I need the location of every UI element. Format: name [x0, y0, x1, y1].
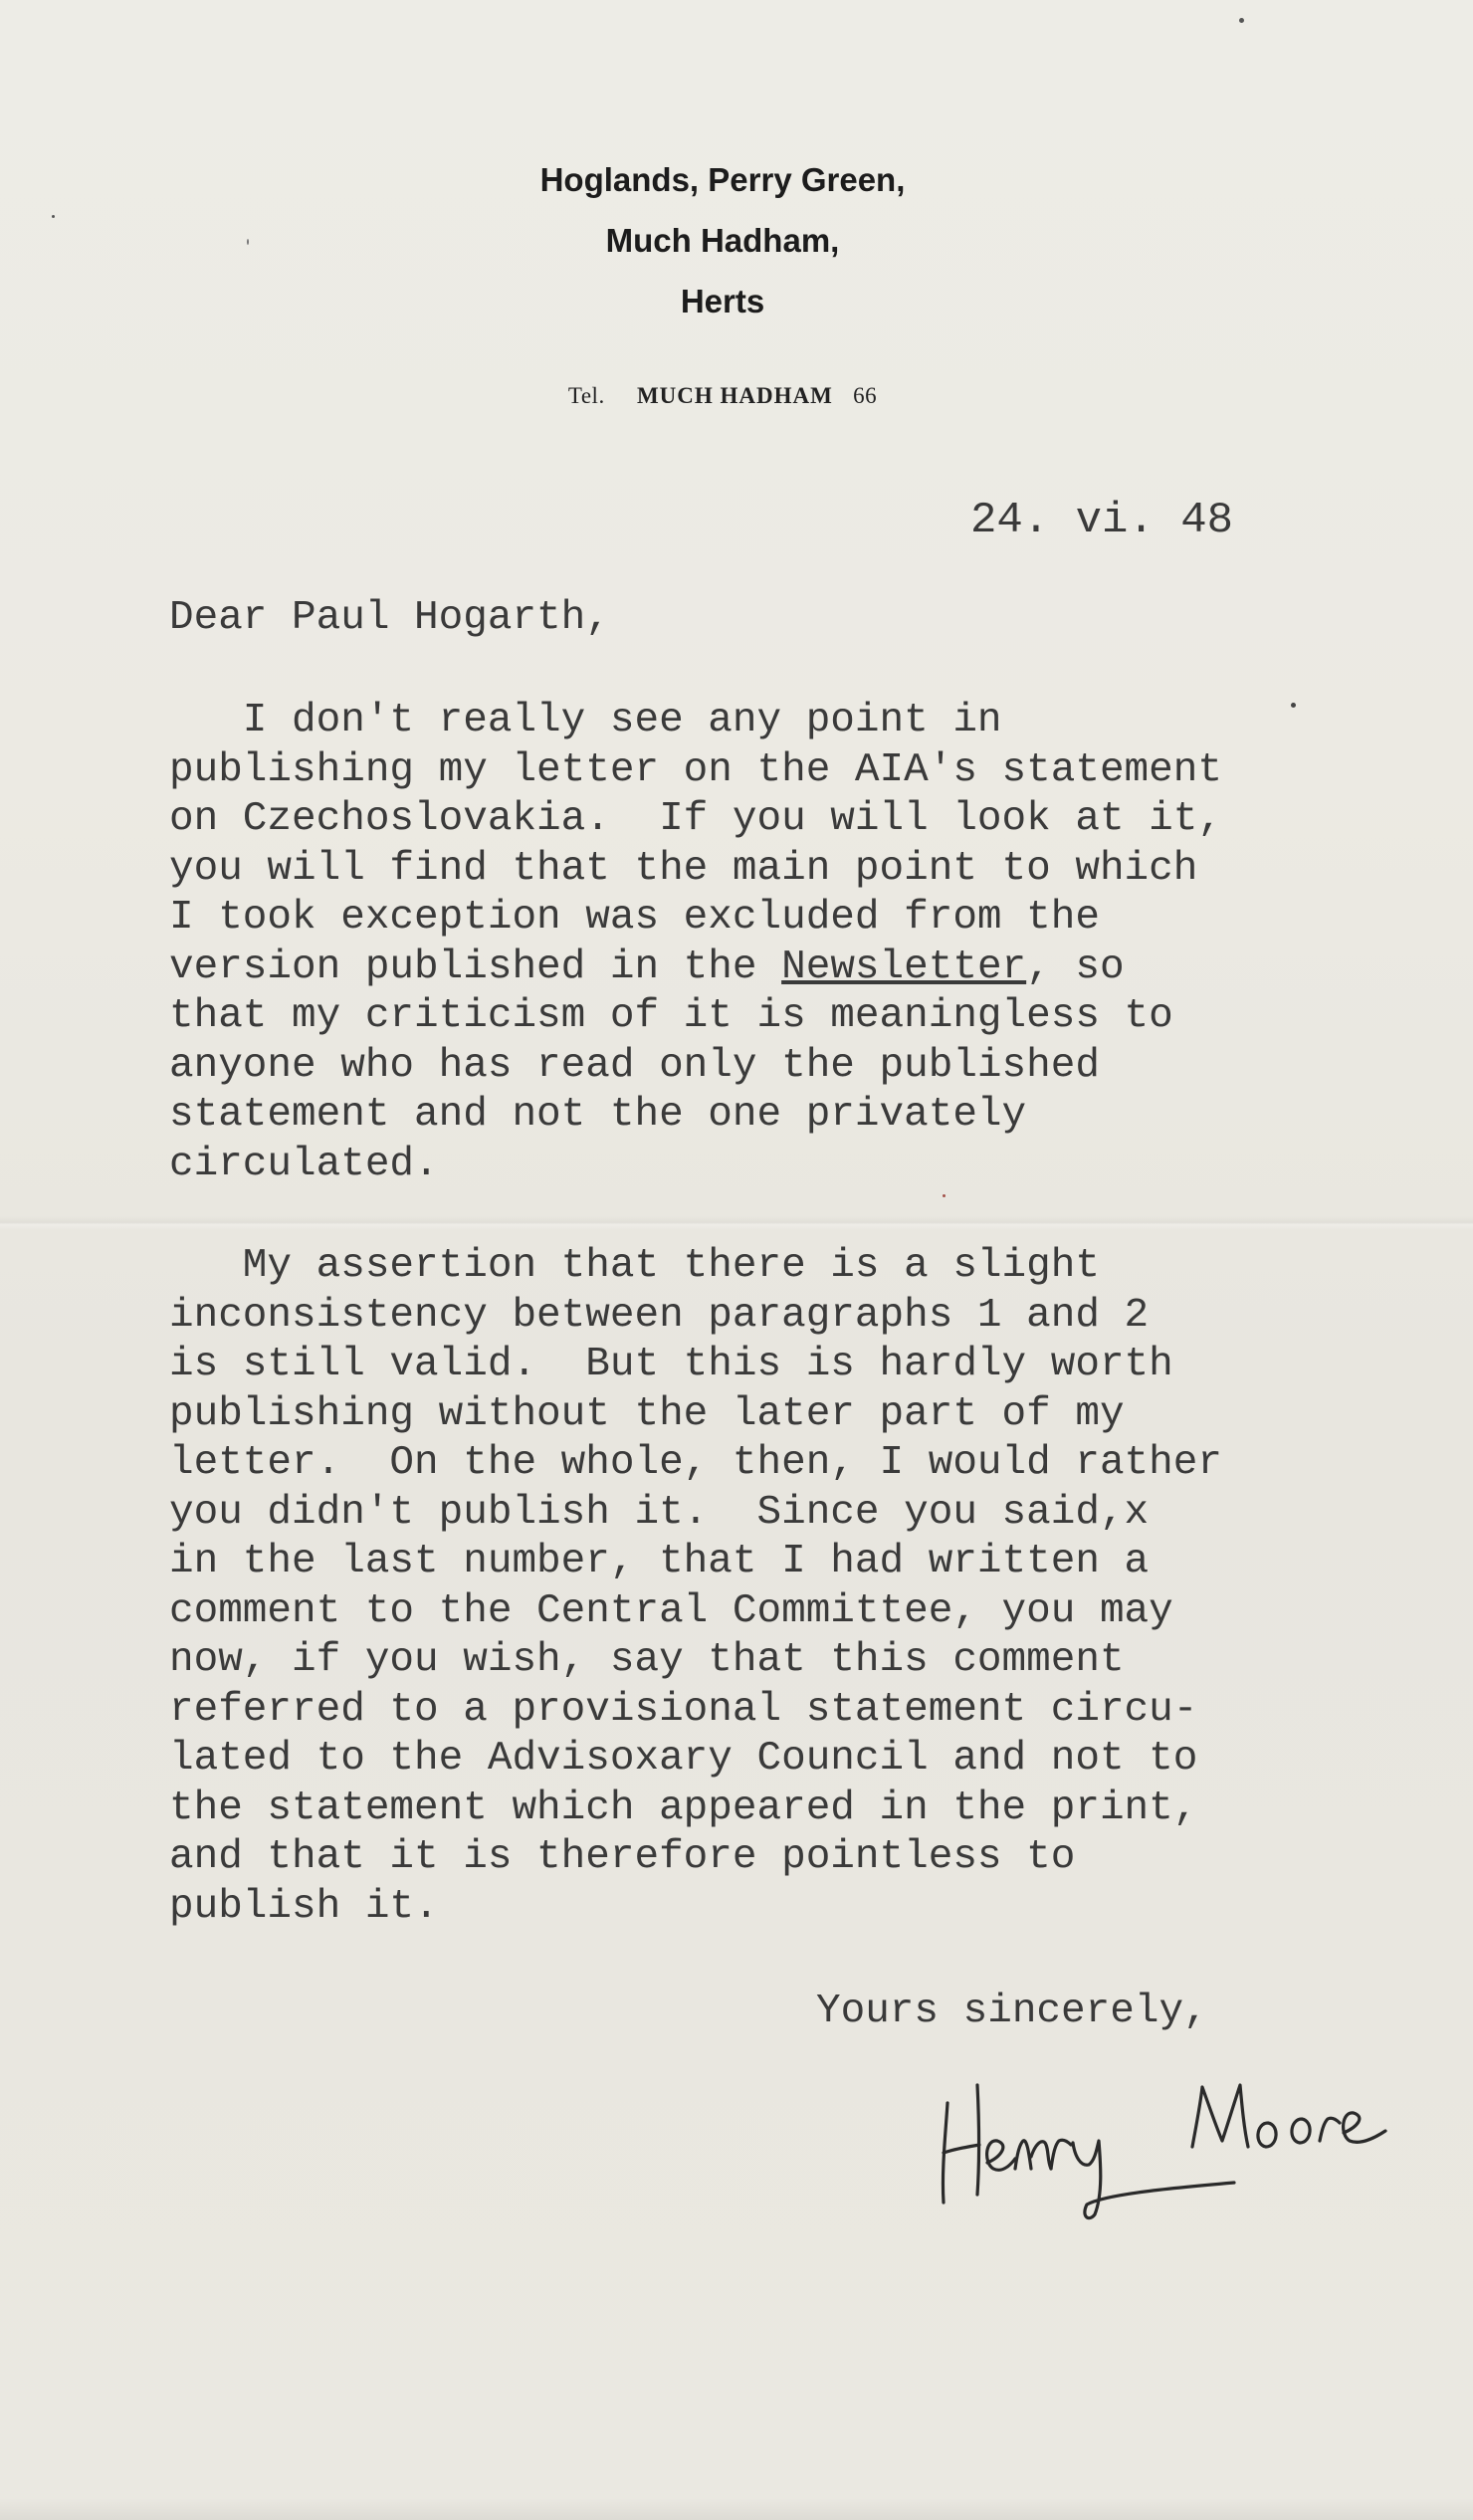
letter-closing: Yours sincerely, [816, 1989, 1208, 2034]
tel-number: 66 [853, 383, 878, 408]
text-line: you will find that the main point to which [169, 845, 1198, 892]
text-line: that my criticism of it is meaningless to [169, 993, 1173, 1039]
text-line: now, if you wish, say that this comment [169, 1637, 1125, 1683]
text-line: is still valid. But this is hardly worth [169, 1342, 1173, 1387]
text-line: publishing without the later part of my [169, 1390, 1125, 1437]
letter-date: 24. vi. 48 [970, 496, 1234, 545]
text-line: statement and not the one privately [169, 1092, 1027, 1138]
letterhead-telephone [0, 383, 1445, 409]
text-line: comment to the Central Committee, you may [169, 1587, 1173, 1634]
text-line: letter. On the whole, then, I would rather [169, 1440, 1222, 1486]
text-line: I took exception was excluded from the [169, 895, 1100, 941]
text-line [169, 944, 1222, 993]
text-line: publish it. [169, 1883, 439, 1930]
text-line: My assertion that there is a slight [169, 1243, 1100, 1289]
tel-exchange: MUCH HADHAM [636, 383, 833, 408]
tel-label: Tel. [567, 383, 605, 408]
text-line: inconsistency between paragraphs 1 and 2 [169, 1292, 1150, 1339]
text-line: referred to a provisional statement circu- [169, 1686, 1198, 1733]
text-line: publishing my letter on the AIA's statement [169, 746, 1222, 793]
letter-paragraph-2 [169, 1242, 1222, 1932]
text-fragment: , so [1026, 944, 1125, 990]
text-line: the statement which appeared in the print, [169, 1785, 1198, 1831]
paper-fold [0, 1216, 1473, 1230]
text-line: you didn't publish it. Since you said,x [169, 1489, 1150, 1536]
letterhead-address [0, 149, 1445, 331]
text-fragment: version published in the [169, 944, 782, 990]
text-line: on Czechoslovakia. If you will look at it, [169, 796, 1222, 842]
letter-paragraph-1 [169, 697, 1222, 1189]
text-line: circulated. [169, 1141, 439, 1187]
paper-edge [0, 2498, 1473, 2520]
text-line: anyone who has read only the published [169, 1042, 1100, 1089]
newsletter-title: Newsletter [781, 944, 1027, 990]
handwritten-signature [936, 2045, 1463, 2224]
letterhead-line: Much Hadham, [605, 222, 840, 259]
text-line: and that it is therefore pointless to [169, 1834, 1076, 1880]
letter-salutation: Dear Paul Hogarth, [169, 595, 610, 641]
letterhead-line: Hoglands, Perry Green, [539, 161, 906, 198]
text-line: I don't really see any point in [169, 698, 1002, 743]
text-line: in the last number, that I had written a [169, 1539, 1150, 1584]
letterhead-line: Herts [680, 283, 765, 319]
text-line: lated to the Advisoxary Council and not to [169, 1736, 1198, 1782]
